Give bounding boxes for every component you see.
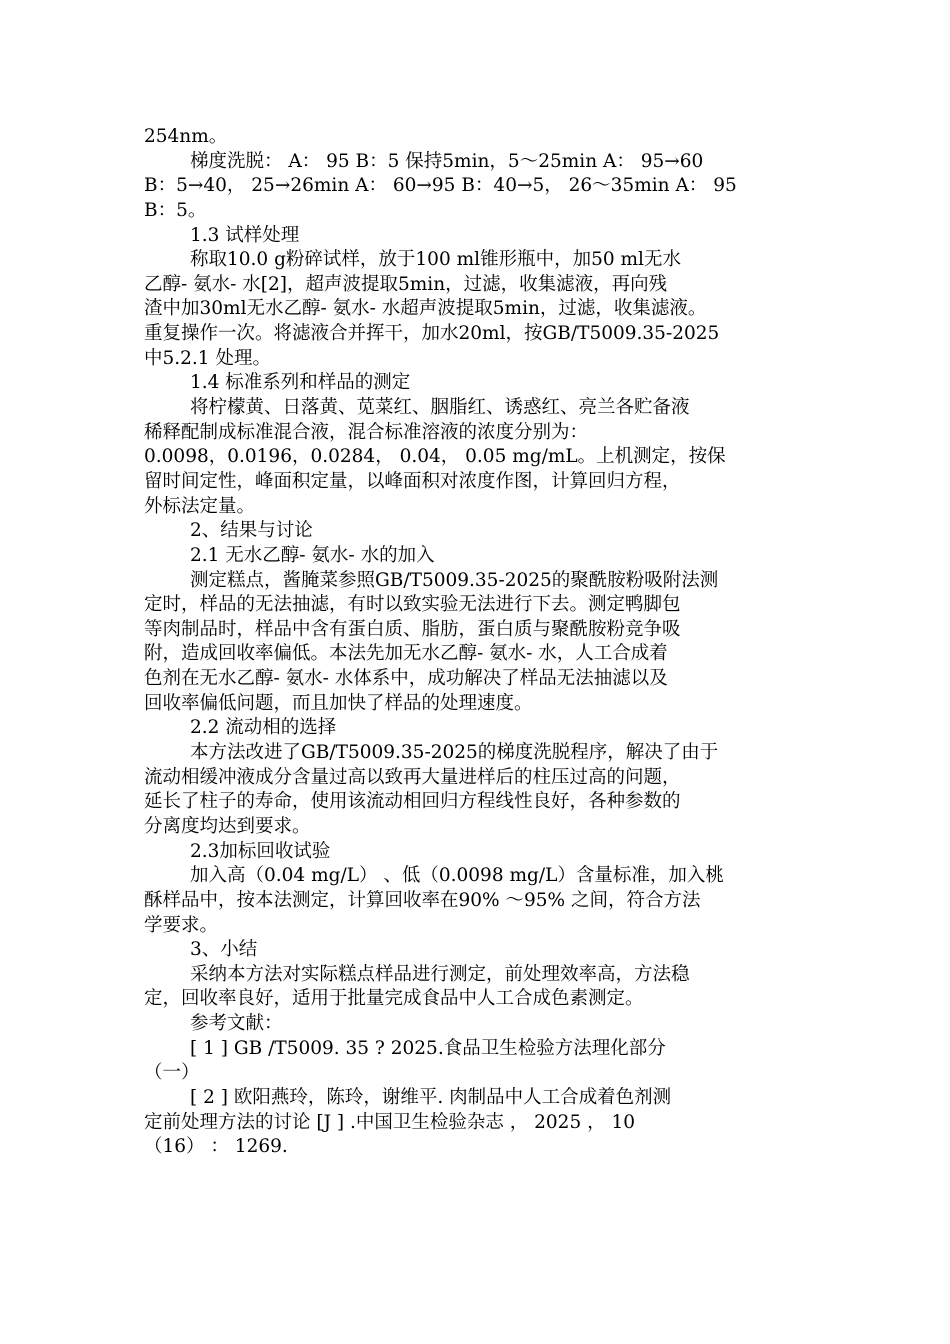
text-line: 外标法定量。 [144, 495, 256, 517]
text-line: 采纳本方法对实际糕点样品进行测定，前处理效率高，方法稳 [190, 963, 690, 985]
text-line: B：5。 [144, 199, 207, 221]
text-line: 酥样品中，按本法测定，计算回收率在90% ～95% 之间，符合方法 [144, 889, 701, 911]
text-line: 重复操作一次。将滤液合并挥干，加水20ml，按GB/T5009.35-2025 [144, 323, 720, 345]
text-line: 加入高（0.04 mg/L） 、低（0.0098 mg/L）含量标准，加入桃 [190, 865, 724, 887]
text-line: 乙醇- 氨水- 水[2]，超声波提取5min，过滤，收集滤液，再向残 [144, 273, 668, 295]
text-line: 定时，样品的无法抽滤，有时以致实验无法进行下去。测定鸭脚包 [144, 594, 681, 616]
section-heading: 3、小结 [190, 939, 258, 961]
text-line: 254nm。 [144, 126, 228, 147]
text-line: 留时间定性，峰面积定量，以峰面积对浓度作图，计算回归方程， [144, 470, 681, 492]
text-line: 本方法改进了GB/T5009.35-2025的梯度洗脱程序，解决了由于 [190, 742, 719, 764]
text-line: 梯度洗脱： A： 95 B：5 保持5min，5～25min A： 95→60 [190, 150, 704, 172]
text-line: 流动相缓冲液成分含量过高以致再大量进样后的柱压过高的问题， [144, 766, 681, 788]
reference-item: [ 2 ] 欧阳燕玲，陈玲，谢维平. 肉制品中人工合成着色剂测 [190, 1086, 672, 1108]
text-line: 延长了柱子的寿命，使用该流动相回归方程线性良好，各种参数的 [144, 791, 681, 813]
text-line: 等肉制品时，样品中含有蛋白质、脂肪，蛋白质与聚酰胺粉竞争吸 [144, 618, 681, 640]
document-body [144, 125, 806, 1160]
text-line: 分离度均达到要求。 [144, 815, 311, 837]
section-heading: 2.2 流动相的选择 [190, 717, 337, 739]
reference-item: （16） ： 1269. [144, 1136, 288, 1158]
text-line: 学要求。 [144, 914, 219, 936]
section-heading: 2.1 无水乙醇- 氨水- 水的加入 [190, 544, 435, 566]
text-line: 0.0098，0.0196，0.0284， 0.04， 0.05 mg/mL。上机测定，按保 [144, 446, 726, 468]
section-heading: 1.4 标准系列和样品的测定 [190, 372, 411, 394]
section-heading: 2.3加标回收试验 [190, 840, 331, 862]
section-heading: 1.3 试样处理 [190, 224, 300, 246]
reference-item: 定前处理方法的讨论 [J ] .中国卫生检验杂志 ， 2025 ， 10 [144, 1111, 636, 1133]
text-line: 测定糕点，酱腌菜参照GB/T5009.35-2025的聚酰胺粉吸附法测 [190, 569, 719, 591]
text-line: 稀释配制成标准混合液，混合标准溶液的浓度分别为： [144, 421, 589, 443]
reference-item: [ 1 ] GB /T5009. 35 ? 2025.食品卫生检验方法理化部分 [190, 1037, 666, 1059]
reference-item: （一） [144, 1062, 200, 1084]
text-line: 将柠檬黄、日落黄、苋菜红、胭脂红、诱惑红、亮兰各贮备液 [190, 397, 690, 419]
text-line: 附，造成回收率偏低。本法先加无水乙醇- 氨水- 水，人工合成着 [144, 643, 668, 665]
text-line: 称取10.0 g粉碎试样，放于100 ml锥形瓶中，加50 ml无水 [190, 249, 681, 271]
text-line: 中5.2.1 处理。 [144, 347, 271, 369]
text-line: 渣中加30ml无水乙醇- 氨水- 水超声波提取5min，过滤，收集滤液。 [144, 298, 707, 320]
text-line: 定，回收率良好，适用于批量完成食品中人工合成色素测定。 [144, 988, 644, 1010]
section-heading: 2、结果与讨论 [190, 520, 313, 542]
references-heading: 参考文献： [190, 1013, 283, 1035]
text-line: 色剂在无水乙醇- 氨水- 水体系中，成功解决了样品无法抽滤以及 [144, 668, 668, 690]
text-line: 回收率偏低问题，而且加快了样品的处理速度。 [144, 692, 533, 714]
text-line: B：5→40， 25→26min A： 60→95 B：40→5， 26～35min A： 95 [144, 175, 737, 197]
